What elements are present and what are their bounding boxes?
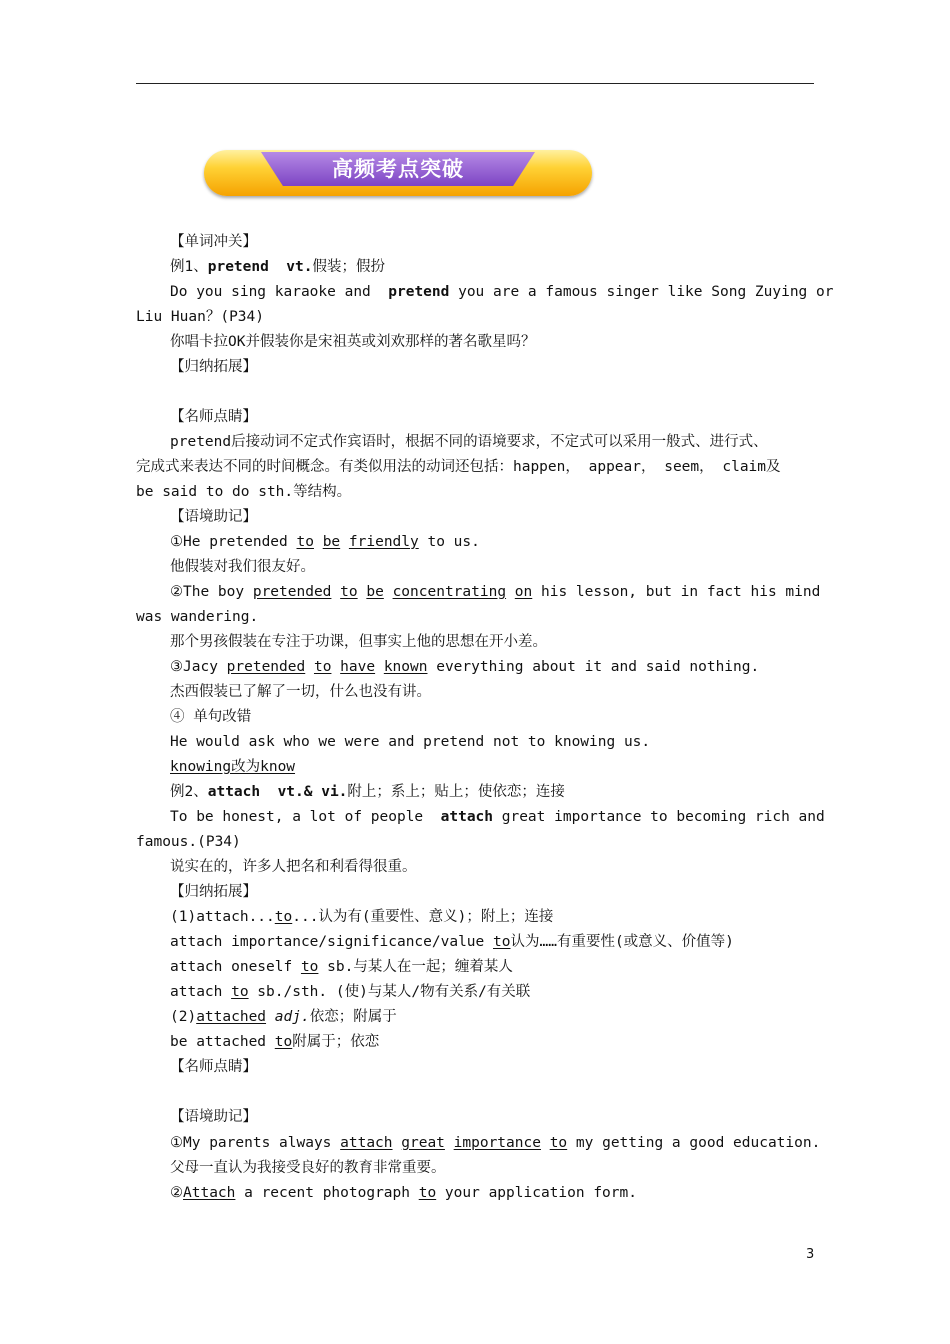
underlined-word: to (418, 1185, 437, 1201)
section-banner (204, 150, 592, 198)
phrase-item (170, 982, 530, 1002)
example-1-headword (170, 257, 385, 277)
example-translation: 你唱卡拉OK并假装你是宋祖英或刘欢那样的著名歌星吗？ (170, 334, 536, 350)
text-run: great importance to becoming rich and (493, 809, 825, 825)
error-correction-label: ④ 单句改错 (170, 709, 252, 725)
error-correction-sentence: He would ask who we were and pretend not to knowing us. (170, 734, 651, 750)
underlined-word: pretended (252, 584, 332, 600)
text-run: be attached (170, 1034, 275, 1050)
text-run: Do you sing karaoke and (170, 284, 389, 300)
context-translation: 父母一直认为我接受良好的教育非常重要。 (170, 1160, 446, 1176)
text-run (384, 584, 393, 600)
text-run: To be honest, a lot of people (170, 809, 441, 825)
headword: pretend vt. (207, 259, 313, 275)
keyword: pretend (388, 284, 450, 300)
headword: attach vt.& vi. (207, 784, 348, 800)
error-correction-answer: knowing改为know (170, 759, 296, 775)
underlined-word: on (514, 584, 533, 600)
part-of-speech: adj. (274, 1009, 310, 1025)
definition: 附上；系上；贴上；使依恋；连接 (347, 784, 565, 800)
underlined-word: attached (196, 1009, 267, 1025)
text-run (314, 534, 323, 550)
underlined-word: attach (340, 1135, 393, 1151)
underlined-word: great (401, 1135, 445, 1151)
underlined-word: importance (453, 1135, 541, 1151)
context-translation: 那个男孩假装在专注于功课，但事实上他的思想在开小差。 (170, 634, 547, 650)
text-run: everything about it and said nothing. (427, 659, 760, 675)
example-sentence-cont: Liu Huan？(P34) (136, 309, 264, 325)
tips-paragraph-line: 完成式来表达不同的时间概念。有类似用法的动词还包括：happen， appear， seem， claim及 (136, 459, 781, 475)
tips-paragraph-line: pretend后接动词不定式作宾语时，根据不同的语境要求，不定式可以采用一般式、进行式、 (170, 434, 768, 450)
keyword: attach (440, 809, 494, 825)
phrase-item (170, 932, 734, 952)
heading-teacher-tips: 【名师点睛】 (170, 1059, 257, 1075)
context-translation: 杰西假装已了解了一切，什么也没有讲。 (170, 684, 431, 700)
text-run: to us. (418, 534, 480, 550)
underlined-word: to (300, 959, 319, 975)
heading-teacher-tips: 【名师点睛】 (170, 409, 257, 425)
text-run (375, 659, 384, 675)
text-run: (2) (170, 1009, 197, 1025)
text-run (266, 1009, 275, 1025)
text-run: attach importance/significance/value (170, 934, 494, 950)
example-2-headword (170, 782, 565, 802)
text-run: your application form. (436, 1185, 637, 1201)
text-run (340, 534, 349, 550)
text-run: ③Jacy (170, 659, 227, 675)
page-number: 3 (806, 1247, 815, 1262)
underlined-word: to (274, 909, 293, 925)
text-run: ②The boy (170, 584, 253, 600)
text-run (331, 584, 340, 600)
text-run (331, 659, 340, 675)
text-run: my getting a good education. (567, 1135, 821, 1151)
underlined-word: pretended (226, 659, 306, 675)
context-example (170, 1183, 637, 1203)
underlined-word: to (231, 984, 249, 1000)
text-run (305, 659, 314, 675)
text-run: 附属于；依恋 (292, 1034, 380, 1050)
heading-context-memory: 【语境助记】 (170, 509, 257, 525)
phrase-item (170, 907, 553, 927)
heading-summary: 【归纳拓展】 (170, 359, 257, 375)
text-run: 依恋；附属于 (309, 1009, 397, 1025)
phrase-item (170, 1032, 379, 1052)
header-rule (136, 83, 814, 84)
phrase-item (170, 957, 513, 977)
context-example (170, 532, 480, 552)
underlined-word: to (313, 659, 332, 675)
text-run (393, 1135, 402, 1151)
text-run: ①My parents always (170, 1135, 341, 1151)
underlined-word: to (274, 1034, 293, 1050)
context-translation: 他假装对我们很友好。 (170, 559, 315, 575)
underlined-word: Attach (183, 1185, 236, 1201)
text-run: 认为……有重要性(或意义、价值等) (510, 934, 734, 950)
text-run: ...认为有(重要性、意义)；附上；连接 (292, 909, 554, 925)
underlined-word: concentrating (392, 584, 507, 600)
text-run: attach oneself (170, 959, 301, 975)
text-run: ①He pretended (170, 534, 297, 550)
heading-context-memory: 【语境助记】 (170, 1109, 257, 1125)
example-label: 例1、 (170, 259, 208, 275)
underlined-word: known (383, 659, 428, 675)
underlined-word: to (493, 934, 511, 950)
example-sentence (170, 807, 825, 827)
text-run: his lesson, but in fact his mind (532, 584, 821, 600)
underlined-word: have (340, 659, 376, 675)
text-run: sb.与某人在一起；缠着某人 (318, 959, 513, 975)
tips-paragraph-line: be said to do sth.等结构。 (136, 484, 352, 500)
context-example (170, 582, 820, 602)
text-run (445, 1135, 454, 1151)
text-run: (1)attach... (170, 909, 275, 925)
text-run: attach (170, 984, 232, 1000)
definition: 假装；假扮 (312, 259, 385, 275)
text-run (541, 1135, 550, 1151)
text-run: sb./sth. (使)与某人/物有关系/有关联 (248, 984, 531, 1000)
underlined-word: be (322, 534, 341, 550)
text-run: you are a famous singer like Song Zuying or (449, 284, 834, 300)
underlined-word: friendly (348, 534, 419, 550)
example-label: 例2、 (170, 784, 208, 800)
underlined-word: to (549, 1135, 568, 1151)
context-example (170, 657, 759, 677)
banner-title: 高频考点突破 (332, 157, 464, 181)
underlined-word: be (366, 584, 384, 600)
context-example-cont: was wandering. (136, 609, 259, 625)
heading-summary: 【归纳拓展】 (170, 884, 257, 900)
underlined-word: to (296, 534, 314, 550)
text-run: a recent photograph (235, 1185, 419, 1201)
text-run: ② (170, 1185, 183, 1201)
underlined-word: to (340, 584, 358, 600)
example-sentence-cont: famous.(P34) (136, 834, 241, 850)
example-translation: 说实在的，许多人把名和利看得很重。 (170, 859, 417, 875)
example-sentence (170, 282, 833, 302)
text-run (506, 584, 515, 600)
context-example (170, 1133, 820, 1153)
phrase-item (170, 1007, 397, 1027)
heading-word-drill: 【单词冲关】 (170, 234, 257, 250)
